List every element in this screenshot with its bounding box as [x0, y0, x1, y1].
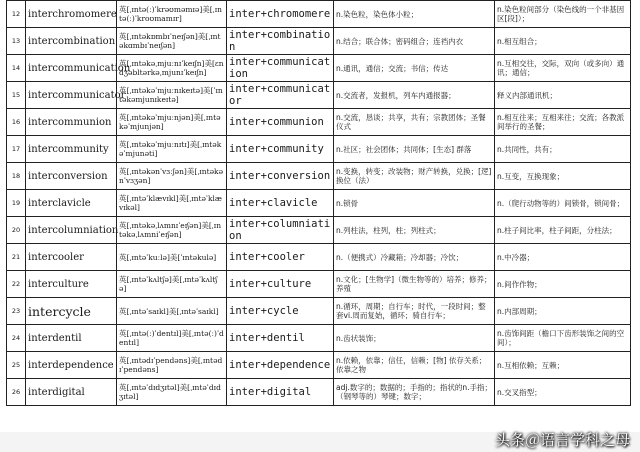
morphology-cell: inter+combination — [227, 28, 334, 55]
pronunciation-cell: 英[ˌɪntəkəˈmjuːnjən]美[ˌɪntəkəˈmjunjən] — [117, 109, 227, 136]
pronunciation-cell: 英[ˌɪntəˈsaɪkl]美[ˌɪntəˈsaɪkl] — [117, 298, 227, 325]
word-meaning-cell: n.（爬行动物等的）间锁骨，锁间骨； — [495, 190, 631, 217]
morphology-cell: inter+conversion — [227, 163, 334, 190]
root-meaning-cell: n.（便携式）冷藏箱；冷却器；冷饮； — [334, 244, 495, 271]
morphology-cell: inter+communicator — [227, 82, 334, 109]
word-cell: intercommunion — [26, 109, 117, 136]
word-meaning-cell: n.中冷器； — [495, 244, 631, 271]
table-row — [7, 217, 631, 244]
word-cell: intercommunicator — [26, 82, 117, 109]
row-number: 12 — [7, 1, 26, 28]
word-cell: interdentil — [26, 325, 117, 352]
table-row — [7, 244, 631, 271]
table-row — [7, 325, 631, 352]
word-cell: interdependence — [26, 352, 117, 379]
word-meaning-cell: n.染色粒间部分（染色线的一个非基因区[段]）； — [495, 1, 631, 28]
word-meaning-cell: n.齿饰间距（檐口下齿形装饰之间的空间）； — [495, 325, 631, 352]
pronunciation-cell: 英[ˌɪntəkəˈmjuːnɪtɪ]美[ˌɪntəkəˈmjunəti] — [117, 136, 227, 163]
root-meaning-cell: n.染色粒，染色体小粒； — [334, 1, 495, 28]
pronunciation-cell: 英[ˌɪntəkɒmbɪˈneɪʃən]美[ˌɪntəkɑmbɪˈneɪʃən] — [117, 28, 227, 55]
word-meaning-cell: n.共同性，共有； — [495, 136, 631, 163]
pronunciation-cell: 英[ˌɪntəkənˈvɜːʃən]美[ˌɪntəkənˈvɜʒən] — [117, 163, 227, 190]
root-meaning-cell: n.依赖，依靠；信任，信赖；[物] 依存关系；依靠之物 — [334, 352, 495, 379]
root-meaning-cell: n.结合；联合体；密码组合；连裆内衣 — [334, 28, 495, 55]
pronunciation-cell: 英[ˌɪntəˈklævɪkl]美[ˌɪntəˈklævɪkəl] — [117, 190, 227, 217]
root-meaning-cell: adj.数字的；数据的；手指的；指状的n.手指；（钢琴等的）琴键；数字； — [334, 379, 495, 406]
row-number: 21 — [7, 244, 26, 271]
row-number: 15 — [7, 82, 26, 109]
row-number: 22 — [7, 271, 26, 298]
pronunciation-cell: 英[ˌɪntə(ː)ˈkrəʊməmɪə]美[ˌɪntə(ː)ˈkroʊmamɪr] — [117, 1, 227, 28]
table-body — [7, 1, 631, 406]
morphology-cell: inter+community — [227, 136, 334, 163]
table-row — [7, 379, 631, 406]
word-meaning-cell: n.内部周期； — [495, 298, 631, 325]
root-meaning-cell: n.交流，恳谈；共享，共有；宗教团体；圣餐仪式 — [334, 109, 495, 136]
morphology-cell: inter+columniation — [227, 217, 334, 244]
pronunciation-cell: 英[ˌɪntəˈkuːlə]美[ˈɪntəkulə] — [117, 244, 227, 271]
root-meaning-cell: n.循环，周期；自行车；时代，一段时间；整套vi.周而复始，循环；骑自行车； — [334, 298, 495, 325]
root-meaning-cell: n.社区；社会团体；共同体；[生态] 群落 — [334, 136, 495, 163]
morphology-cell: inter+culture — [227, 271, 334, 298]
word-meaning-cell: n.相互往来；互相来往；交流；各教派间举行的圣餐； — [495, 109, 631, 136]
morphology-cell: inter+chromomere — [227, 1, 334, 28]
pronunciation-cell: 英[ˌɪntədɪˈpendəns]美[ˌɪntədɪˈpendəns] — [117, 352, 227, 379]
table-row — [7, 109, 631, 136]
morphology-cell: inter+cooler — [227, 244, 334, 271]
watermark: 头条＠语言学科之母 — [494, 431, 630, 449]
table-row — [7, 55, 631, 82]
word-cell: intercombination — [26, 28, 117, 55]
word-cell: interclavicle — [26, 190, 117, 217]
row-number: 16 — [7, 109, 26, 136]
root-meaning-cell: n.交流者，发报机，列车内通报器； — [334, 82, 495, 109]
morphology-cell: inter+digital — [227, 379, 334, 406]
pronunciation-cell: 英[ˌɪntəkəˈmjuːnɪkeɪtə]美[ˈɪntəkəmjunɪkeɪtə] — [117, 82, 227, 109]
root-meaning-cell: n.变换，转变；改装物；财产转换，兑换；[逻] 换位（法） — [334, 163, 495, 190]
row-number: 18 — [7, 163, 26, 190]
row-number: 13 — [7, 28, 26, 55]
word-cell: intercommunity — [26, 136, 117, 163]
pronunciation-cell: 英[ˌɪntəkəˌlʌmnɪˈeɪʃən]美[ˌɪntəkəˌlʌmniˈeɪʃən] — [117, 217, 227, 244]
table-row — [7, 352, 631, 379]
row-number: 23 — [7, 298, 26, 325]
morphology-cell: inter+dentil — [227, 325, 334, 352]
word-meaning-cell: n.相互组合； — [495, 28, 631, 55]
vocabulary-table — [6, 0, 631, 406]
morphology-cell: inter+communication — [227, 55, 334, 82]
word-cell: interculture — [26, 271, 117, 298]
word-meaning-cell: n.间作作物； — [495, 271, 631, 298]
word-meaning-cell: n.互相交往，交际，双向（或多向）通讯；通信； — [495, 55, 631, 82]
row-number: 24 — [7, 325, 26, 352]
root-meaning-cell: n.文化；[生物学]（微生物等的）培养；修养；养殖 — [334, 271, 495, 298]
word-cell: interchromomere — [26, 1, 117, 28]
root-meaning-cell: n.列柱法，柱列，柱；列柱式； — [334, 217, 495, 244]
word-cell: intercycle — [26, 298, 117, 325]
table-row — [7, 271, 631, 298]
pronunciation-cell: 英[ˌɪntə(ː)ˈdentɪl]美[ˌɪntə(ː)ˈdentɪl] — [117, 325, 227, 352]
word-cell: interdigital — [26, 379, 117, 406]
root-meaning-cell: n.锁骨 — [334, 190, 495, 217]
pronunciation-cell: 英[ˌɪntəkəˌmjuːnɪˈkeɪʃn]美[ɛndʒəbltərkəˌmjunɪˈkeɪʃn] — [117, 55, 227, 82]
row-number: 25 — [7, 352, 26, 379]
row-number: 14 — [7, 55, 26, 82]
root-meaning-cell: n.通讯，通信；交流；书信；传达 — [334, 55, 495, 82]
word-cell: intercolumniation — [26, 217, 117, 244]
word-cell: intercommunication — [26, 55, 117, 82]
row-number: 20 — [7, 217, 26, 244]
morphology-cell: inter+cycle — [227, 298, 334, 325]
word-meaning-cell: 释义内部通讯机； — [495, 82, 631, 109]
morphology-cell: inter+dependence — [227, 352, 334, 379]
word-cell: interconversion — [26, 163, 117, 190]
word-meaning-cell: n.柱子间比率，柱子间距，分柱法； — [495, 217, 631, 244]
table-row — [7, 136, 631, 163]
table-row — [7, 298, 631, 325]
morphology-cell: inter+clavicle — [227, 190, 334, 217]
table-row — [7, 1, 631, 28]
table-row — [7, 190, 631, 217]
word-meaning-cell: n.互变，互换现象； — [495, 163, 631, 190]
table-row — [7, 163, 631, 190]
row-number: 17 — [7, 136, 26, 163]
pronunciation-cell: 英[ˌɪntəˈdɪdʒɪtəl]美[ˌɪntəˈdɪdʒɪtəl] — [117, 379, 227, 406]
word-meaning-cell: n.互相依赖；互赖； — [495, 352, 631, 379]
word-meaning-cell: n.交叉指型； — [495, 379, 631, 406]
row-number: 26 — [7, 379, 26, 406]
table-row — [7, 28, 631, 55]
root-meaning-cell: n.齿状装饰； — [334, 325, 495, 352]
table-row — [7, 82, 631, 109]
pronunciation-cell: 英[ˌɪntəˈkʌltʃə]美[ˌɪntəˈkʌltʃə] — [117, 271, 227, 298]
word-cell: intercooler — [26, 244, 117, 271]
row-number: 19 — [7, 190, 26, 217]
morphology-cell: inter+communion — [227, 109, 334, 136]
